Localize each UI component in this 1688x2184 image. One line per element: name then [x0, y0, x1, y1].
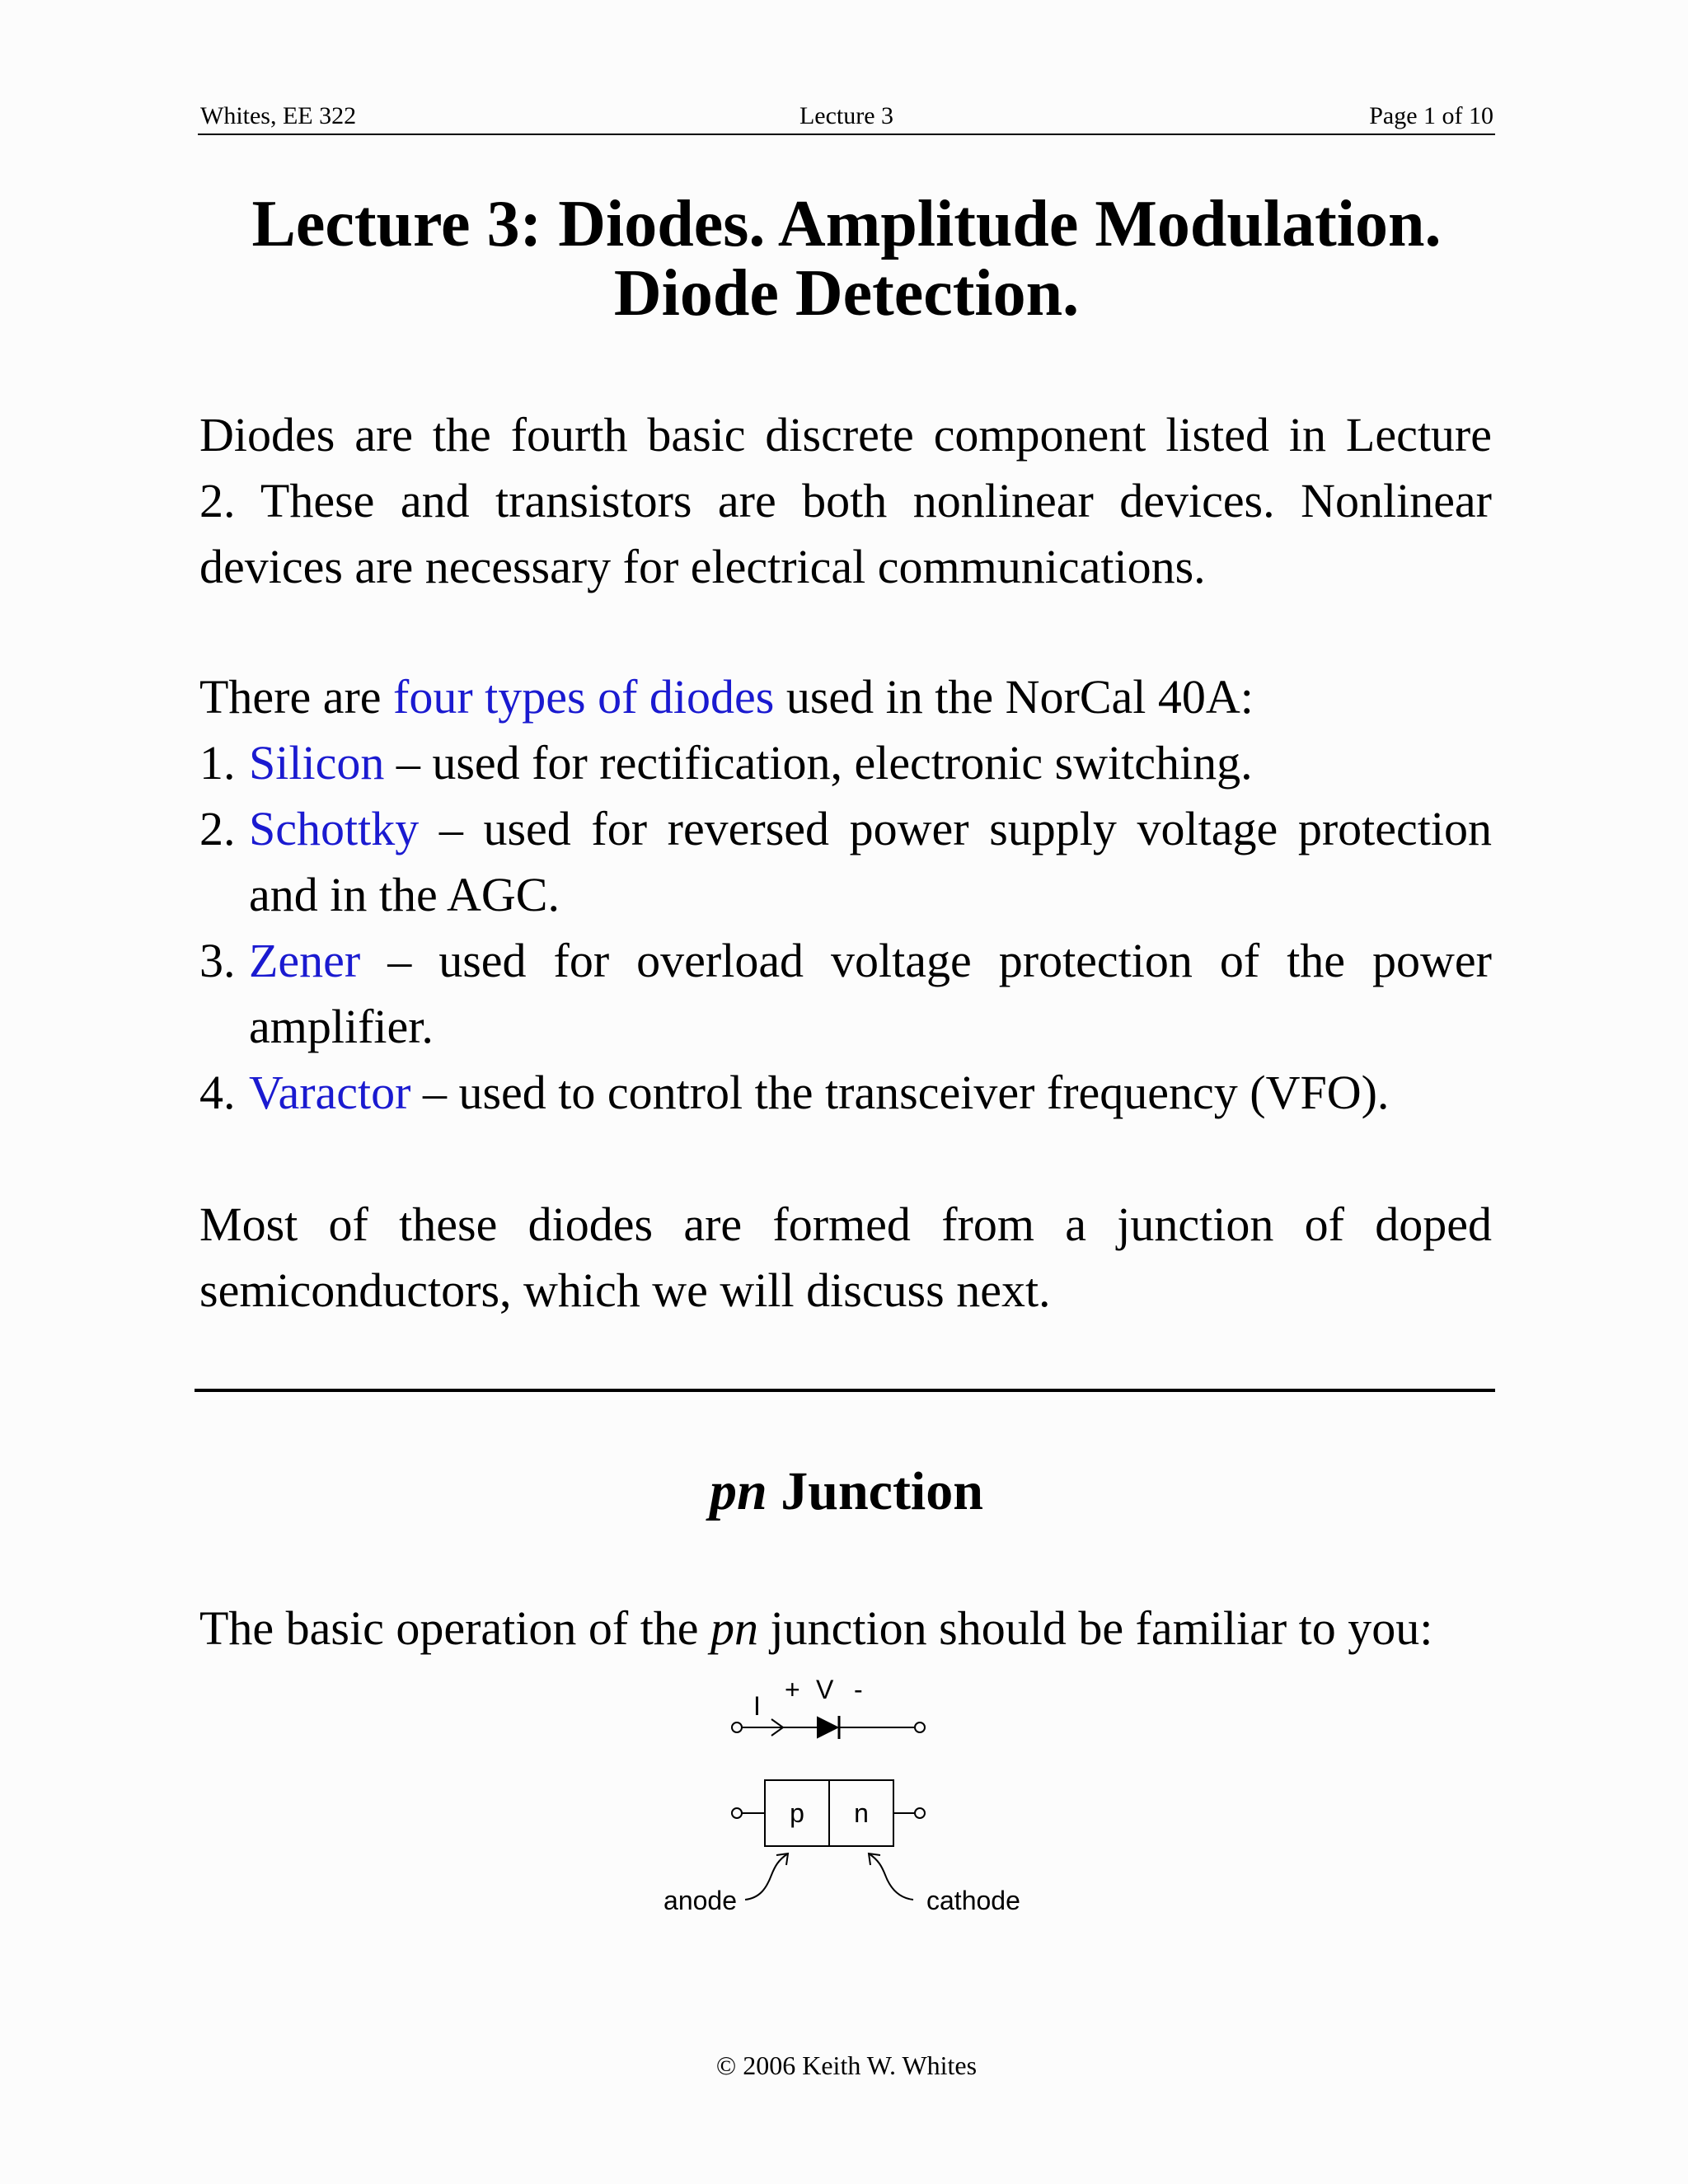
anode-label: anode [663, 1886, 737, 1915]
current-label: I [753, 1691, 761, 1721]
cathode-label: cathode [926, 1886, 1020, 1915]
list-desc: – used for reversed power supply voltage protection [419, 802, 1492, 855]
list-desc: – used for overload voltage protection of the power [360, 934, 1492, 987]
cathode-pointer-icon [869, 1854, 913, 1900]
intro-line-3: devices are necessary for electrical communications. [199, 540, 1206, 593]
copyright-footer: © 2006 Keith W. Whites [715, 2050, 978, 2080]
semiconductor-paragraph [199, 1192, 1492, 1324]
section-title [198, 1460, 1495, 1523]
basic-pre: The basic operation of the [199, 1601, 711, 1655]
types-lead [199, 664, 1492, 730]
diode-symbol [732, 1716, 925, 1739]
section-title-rest: Junction [767, 1461, 983, 1521]
most-line-2: semiconductors, which we will discuss next. [199, 1263, 1051, 1317]
types-lead-pre: There are [199, 670, 394, 724]
list-desc: – used to control the transceiver frequency (VFO). [410, 1066, 1390, 1119]
types-lead-post: used in the NorCal 40A: [774, 670, 1254, 724]
page-header [198, 97, 1495, 135]
page-title [198, 190, 1495, 328]
voltage-label: V [816, 1675, 834, 1704]
header-page-number: Page 1 of 10 [1369, 102, 1493, 129]
list-desc-cont: and in the AGC. [249, 868, 560, 921]
terminal-right-icon [915, 1722, 925, 1732]
list-desc: – used for rectification, electronic switching. [384, 736, 1253, 790]
section-title-italic: pn [710, 1461, 767, 1521]
anode-pointer-icon [745, 1854, 788, 1900]
diode-triangle-icon [818, 1718, 837, 1737]
title-line-2: Diode Detection. [613, 257, 1080, 330]
intro-line-1: Diodes are the fourth basic discrete component listed in Lecture [199, 408, 1492, 462]
list-number: 2. [199, 802, 236, 855]
pn-block [732, 1780, 925, 1846]
zener-link[interactable]: Zener [249, 934, 361, 987]
pn-junction-diagram [643, 1669, 1039, 1941]
silicon-link[interactable]: Silicon [249, 736, 385, 790]
terminal-anode-icon [732, 1808, 742, 1818]
intro-line-2: 2. These and transistors are both nonlinear devices. Nonlinear [199, 474, 1492, 527]
schottky-link[interactable]: Schottky [249, 802, 420, 855]
basic-italic: pn [710, 1601, 759, 1655]
header-lecture: Lecture 3 [799, 102, 894, 129]
terminal-left-icon [732, 1722, 742, 1732]
list-number: 4. [199, 1066, 236, 1119]
varactor-link[interactable]: Varactor [249, 1066, 411, 1119]
most-line-1: Most of these diodes are formed from a junction of doped [199, 1197, 1492, 1251]
n-region-label: n [854, 1798, 869, 1828]
plus-label: + [785, 1675, 800, 1704]
basic-post: junction should be familiar to you: [758, 1601, 1433, 1655]
intro-paragraph [199, 402, 1492, 600]
list-number: 1. [199, 736, 236, 790]
section-divider [195, 1389, 1495, 1392]
title-line-1: Lecture 3: Diodes. Amplitude Modulation. [251, 188, 1442, 260]
list-number: 3. [199, 934, 236, 987]
list-desc-cont: amplifier. [249, 1000, 434, 1053]
p-region-label: p [790, 1798, 804, 1828]
minus-label: - [854, 1675, 863, 1704]
header-course: Whites, EE 322 [200, 102, 357, 129]
four-types-link[interactable]: four types of diodes [393, 670, 775, 724]
basic-operation-line [199, 1596, 1492, 1661]
terminal-cathode-icon [915, 1808, 925, 1818]
